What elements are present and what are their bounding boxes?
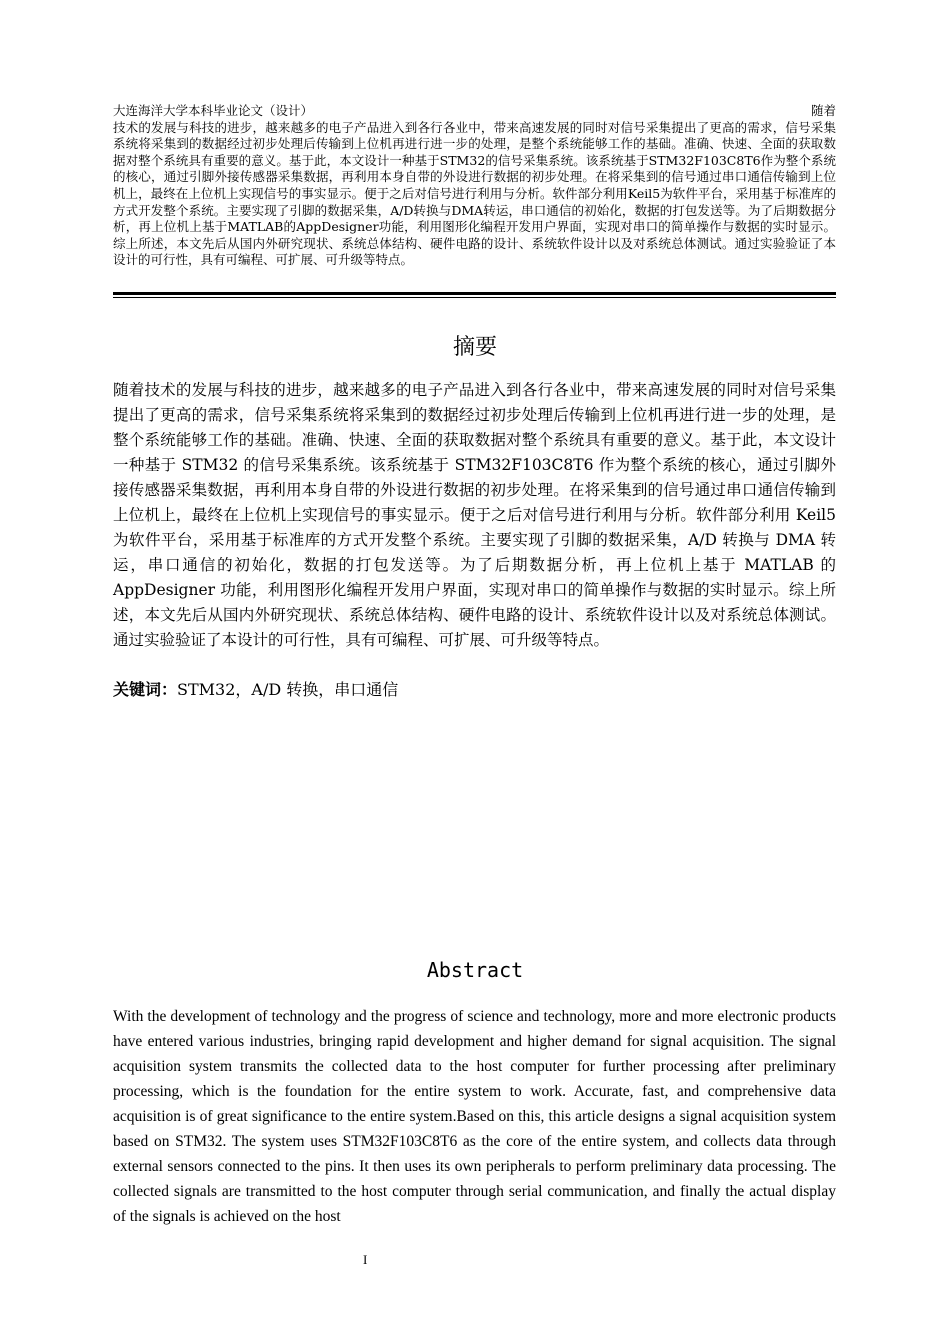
header-top-line (113, 103, 836, 120)
header-running-text: 技术的发展与科技的进步，越来越多的电子产品进入到各行各业中，带来高速发展的同时对信号采集提出了更高的需求，信号采集系统将采集到的数据经过初步处理后传输到上位机再进行进一步的处理，是整个系统能够工作的基础。准确、快速、全面的获取数据对整个系统具有重要的意义。基于此，本文设计一种基于STM32的信号采集系统。该系统基于STM32F103C8T6作为整个系统的核心，通过引脚外接传感器采集数据，再利用本身自带的外设进行数据的初步处理。在将采集到的信号通过串口通信传输到上位机上，最终在上位机上实现信号的事实显示。便于之后对信号进行利用与分析。软件部分利用Keil5为软件平台，采用基于标准库的方式开发整个系统。主要实现了引脚的数据采集，A/D转换与DMA转运，串口通信的初始化，数据的打包发送等。为了后期数据分析，再上位机上基于MATLAB的AppDesigner功能，利用图形化编程开发用户界面，实现对串口的简单操作与数据的实时显示。综上所述，本文先后从国内外研究现状、系统总体结构、硬件电路的设计、系统软件设计以及对系统总体测试。通过实验验证了本设计的可行性，具有可编程、可扩展、可升级等特点。 (113, 119, 836, 268)
header-lead-word: 随着 (810, 103, 836, 118)
header-institution: 大连海洋大学本科毕业论文（设计） (113, 103, 314, 118)
english-abstract-body: With the development of technology and the progress of science and technology, more and more electronic products have entered various industries, bringing rapid development and higher demand for signal acquisition. The signal acquisition system transmits the collected data to the host computer for further processing after preliminary processing, which is the foundation for the entire system to work. Accurate, fast, and comprehensive data acquisition is of great significance to the entire system.Based on this, this article designs a signal acquisition system based on STM32. The system uses STM32F103C8T6 as the core of the entire system, and collects data through external sensors connected to the pins. It then uses its own peripherals to perform preliminary data processing. The collected signals are transmitted to the host computer through serial communication, and finally the actual display of the signals is achieved on the host (113, 1008, 836, 1225)
keywords-line (113, 677, 836, 702)
running-header (113, 103, 836, 269)
chinese-abstract-title: 摘要 (452, 335, 497, 360)
keywords-values: STM32，A/D 转换，串口通信 (177, 680, 399, 699)
english-abstract-title: Abstract (426, 958, 524, 982)
header-rule-thin (113, 297, 836, 298)
keywords-label: 关键词： (113, 680, 178, 699)
page-number: I (363, 1252, 368, 1267)
chinese-abstract-body: 随着技术的发展与科技的进步，越来越多的电子产品进入到各行各业中，带来高速发展的同时对信号采集提出了更高的需求，信号采集系统将采集到的数据经过初步处理后传输到上位机再进行进一步的处理，是整个系统能够工作的基础。准确、快速、全面的获取数据对整个系统具有重要的意义。基于此，本文设计一种基于 STM32 的信号采集系统。该系统基于 STM32F103C8T6 作为整个系统的核心，通过引脚外接传感器采集数据，再利用本身自带的外设进行数据的初步处理。在将采集到的信号通过串口通信传输到上位机上，最终在上位机上实现信号的事实显示。便于之后对信号进行利用与分析。软件部分利用 Keil5 为软件平台，采用基于标准库的方式开发整个系统。主要实现了引脚的数据采集，A/D 转换与 DMA 转运，串口通信的初始化，数据的打包发送等。为了后期数据分析，再上位机上基于 MATLAB 的 AppDesigner 功能，利用图形化编程开发用户界面，实现对串口的简单操作与数据的实时显示。综上所述，本文先后从国内外研究现状、系统总体结构、硬件电路的设计、系统软件设计以及对系统总体测试。通过实验验证了本设计的可行性，具有可编程、可扩展、可升级等特点。 (113, 381, 836, 649)
header-rule-thick (113, 292, 836, 295)
